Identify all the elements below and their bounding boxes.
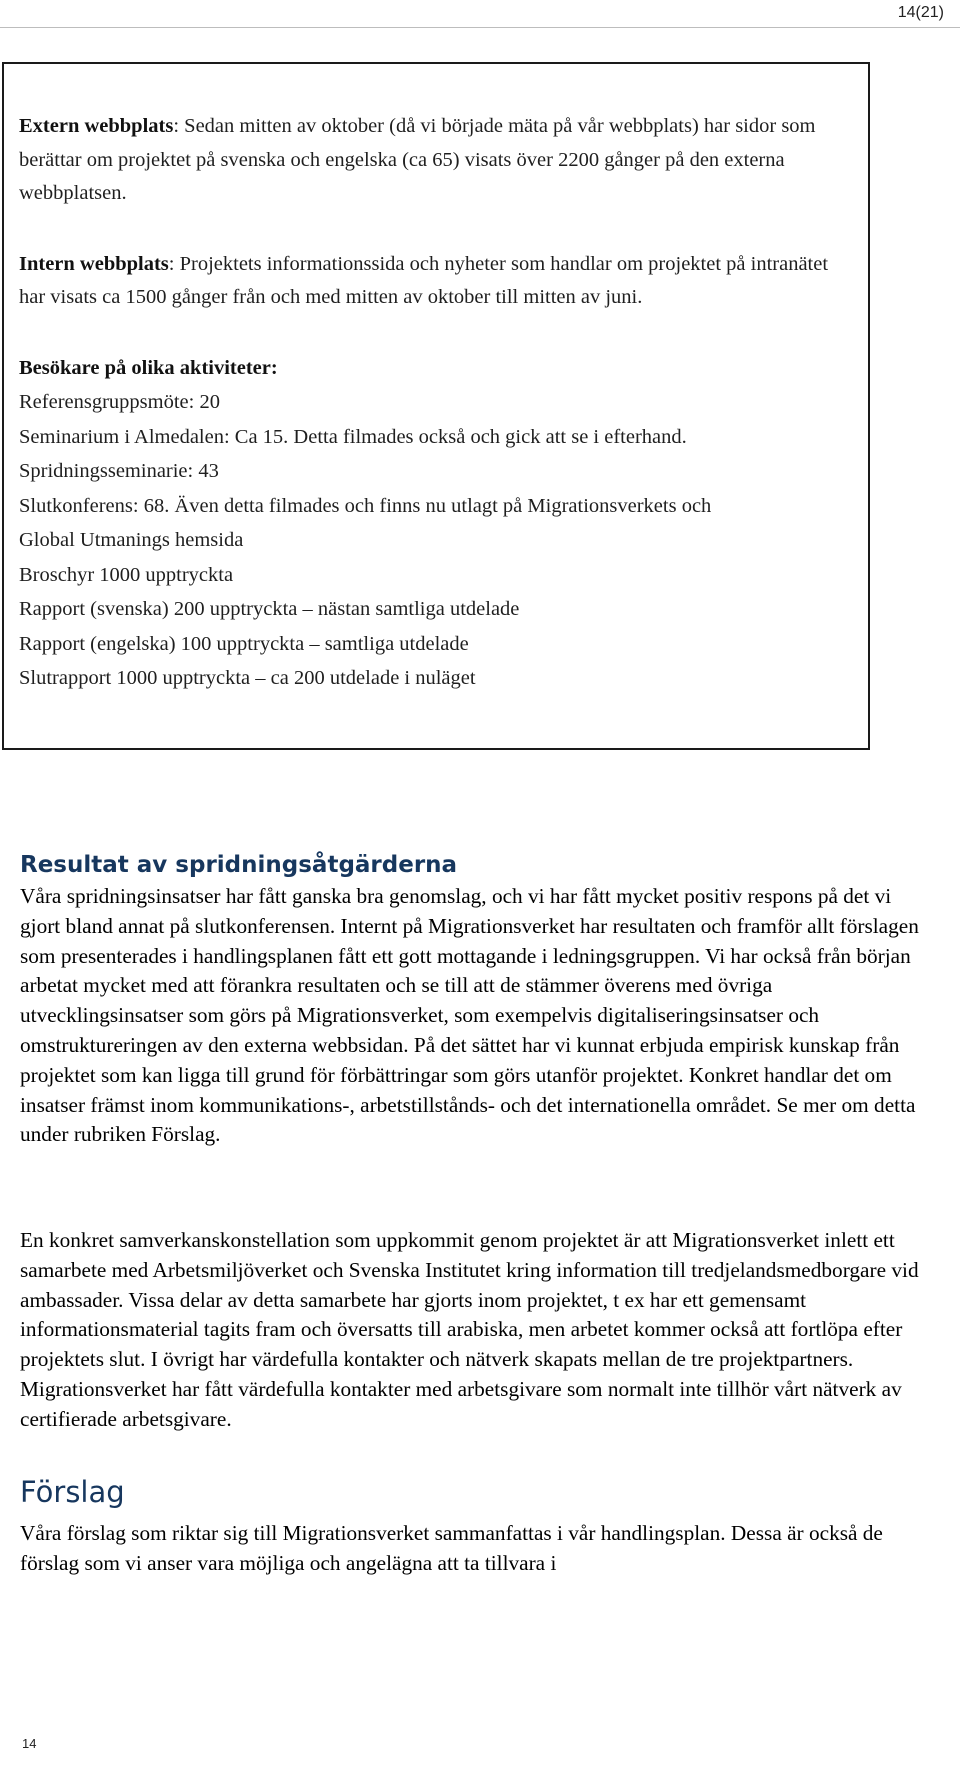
box-content	[19, 110, 858, 696]
section-heading-resultat: Resultat av spridningsåtgärderna	[20, 852, 458, 878]
body-paragraph: Våra spridningsinsatser har fått ganska bra genomslag, och vi har fått mycket positiv respons på det vi gjort bland annat på slutkonferensen. Internt på Migrationsverket har resultaten och framför allt förslagen som presenterades i handlingsplanen fått ett gott mottagande i ledningsgruppen. Vi har också från början arbetat mycket med att förankra resultaten och se till att de stämmer överens med övriga utvecklingsinsatser som görs på Migrationsverket, som exempelvis digitaliseringsinsatser och omstruktureringen av den externa webbsidan. På det sättet har vi kunnat erbjuda empirisk kunskap från projektet som kan ligga till grund för förbättringar som görs utanför projektet. Konkret handlar det om insatser främst inom kommunikations-, arbetstillstånds- och det internationella området. Se mer om detta under rubriken Förslag.	[20, 884, 919, 1147]
intern-webbplats-text: : Projektets informationssida och nyheter som handlar om projektet på intranätet har visats ca 1500 gånger från och med mitten av oktober till mitten av juni.	[19, 252, 829, 308]
extern-webbplats-text: : Sedan mitten av oktober (då vi började mäta på vår webbplats) har sidor som berättar om projektet på svenska och engelska (ca 65) visats över 2200 gånger på den externa webbplatsen.	[19, 115, 816, 204]
body-paragraph: En konkret samverkanskonstellation som uppkommit genom projektet är att Migrationsverket inlett ett samarbete med Arbetsmiljöverket och Svenska Institutet kring information till tredjelandsmedborgare vid ambassader. Vissa delar av detta samarbete har gjorts inom projektet, t ex har ett gemensamt informationsmaterial tagits fram och översatts till arabiska, men arbetet kommer också att fortlöpa efter projektets slut. I övrigt har värdefulla kontakter och nätverk skapats mellan de tre projektpartners. Migrationsverket har fått värdefulla kontakter med arbetsgivare som normalt inte tillhör vårt nätverk av certifierade arbetsgivare.	[20, 1228, 919, 1431]
list-item: Referensgruppsmöte: 20	[19, 391, 220, 413]
header-divider	[0, 27, 960, 28]
list-item: Seminarium i Almedalen: Ca 15. Detta filmades också och gick att se i efterhand.	[19, 425, 687, 448]
body-paragraph: Våra förslag som riktar sig till Migrationsverket sammanfattas i vår handlingsplan. Dessa är också de förslag som vi anser vara möjliga och angelägna att ta tillvara i	[20, 1521, 883, 1575]
list-item: Rapport (engelska) 100 upptryckta – samtliga utdelade	[19, 632, 469, 655]
list-item: Global Utmanings hemsida	[19, 529, 244, 551]
extern-webbplats-paragraph	[19, 110, 858, 211]
section-heading-forslag: Förslag	[20, 1475, 125, 1509]
list-item: Slutkonferens: 68. Även detta filmades och finns nu utlagt på Migrationsverkets och	[19, 494, 712, 517]
list-item: Rapport (svenska) 200 upptryckta – nästan samtliga utdelade	[19, 598, 520, 620]
visitors-heading-text: Besökare på olika aktiviteter:	[19, 356, 278, 379]
visitors-heading	[19, 352, 858, 386]
visitors-list	[19, 385, 858, 696]
intern-webbplats-label: Intern webbplats	[19, 252, 169, 275]
list-item: Broschyr 1000 upptryckta	[19, 563, 234, 586]
list-item: Slutrapport 1000 upptryckta – ca 200 utdelade i nuläget	[19, 667, 476, 689]
extern-webbplats-label: Extern webbplats	[19, 115, 174, 137]
intern-webbplats-paragraph	[19, 248, 858, 315]
dissemination-summary-box	[2, 62, 870, 750]
page-number: 14	[22, 1736, 37, 1751]
page-indicator: 14(21)	[897, 4, 944, 21]
list-item: Spridningsseminarie: 43	[19, 460, 219, 482]
